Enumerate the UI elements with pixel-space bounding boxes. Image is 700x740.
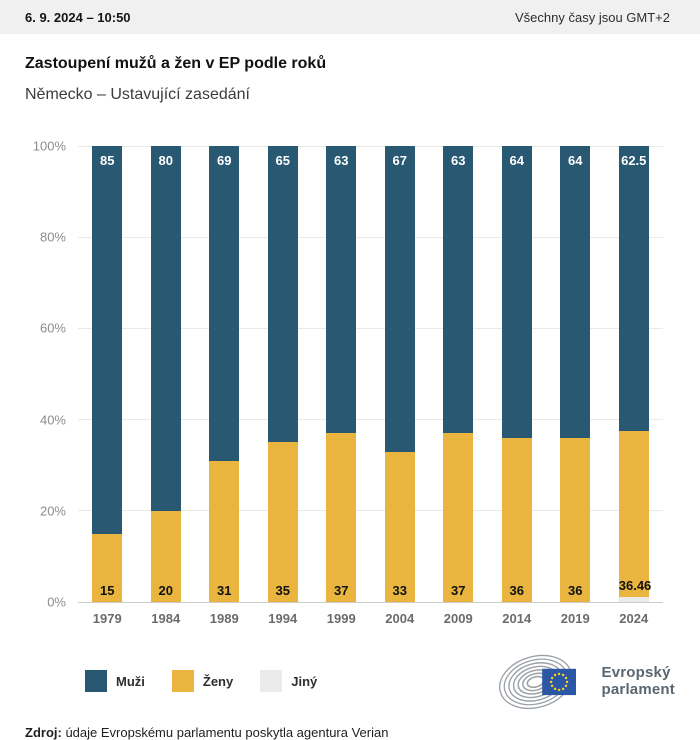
segment-Ženy-1984 (151, 511, 181, 602)
legend-label-muzi: Muži (116, 673, 145, 689)
value-label-Ženy-1984: 20 (158, 582, 173, 598)
stacked-bar-2009 (443, 146, 473, 602)
segment-Muži-1984 (151, 146, 181, 511)
legend-item-zeny (172, 670, 233, 692)
value-label-Ženy-1994: 35 (275, 582, 290, 598)
value-label-Muži-2014: 64 (509, 153, 524, 168)
stacked-bar-2019 (560, 146, 590, 602)
value-label-Ženy-2004: 33 (392, 582, 407, 598)
value-label-Ženy-1989: 31 (217, 582, 232, 598)
segment-Ženy-1989 (209, 461, 239, 602)
value-label-Muži-1984: 80 (158, 153, 173, 168)
x-tick-label-2004: 2004 (385, 611, 415, 626)
x-tick-label-1999: 1999 (326, 611, 356, 626)
page-subtitle: Německo – Ustavující zasedání (25, 86, 250, 103)
bar-slot-1984 (137, 146, 196, 602)
logo-line1: Evropský (601, 664, 671, 681)
segment-Muži-2019 (560, 146, 590, 438)
header-bar (0, 0, 700, 34)
value-label-Muži-2009: 63 (451, 153, 466, 168)
source-label: Zdroj: (25, 725, 62, 740)
legend-swatch-muzi (85, 670, 107, 692)
x-tick-label-1989: 1989 (209, 611, 239, 626)
bar-slot-2024 (605, 146, 664, 602)
stacked-bar-chart (32, 138, 663, 610)
y-tick-label-20: 20% (39, 503, 66, 519)
x-axis-labels (78, 611, 663, 626)
value-label-Muži-2004: 67 (392, 153, 407, 168)
y-tick-label-100: 100% (32, 138, 66, 154)
value-label-Muži-2019: 64 (568, 153, 583, 168)
source-text: údaje Evropskému parlamentu poskytla agentura Verian (61, 725, 389, 740)
bar-slot-1994 (254, 146, 313, 602)
value-label-Ženy-2019: 36 (568, 582, 583, 598)
segment-Ženy-1979 (92, 534, 122, 602)
segment-Muži-2004 (385, 146, 415, 452)
y-tick-label-0: 0% (47, 594, 66, 610)
value-label-Ženy-1999: 37 (334, 582, 349, 598)
ep-hemicycle-icon (497, 650, 593, 712)
value-label-Ženy-1979: 15 (100, 582, 115, 598)
segment-Muži-1979 (92, 146, 122, 534)
stacked-bar-2004 (385, 146, 415, 602)
x-tick-label-2009: 2009 (443, 611, 473, 626)
value-label-Muži-1999: 63 (334, 153, 349, 168)
segment-Ženy-1999 (326, 433, 356, 602)
legend-swatch-zeny (172, 670, 194, 692)
legend-item-jiny (260, 670, 317, 692)
segment-Ženy-2014 (502, 438, 532, 602)
y-tick-label-40: 40% (39, 412, 66, 428)
stacked-bar-2014 (502, 146, 532, 602)
bar-slot-1979 (78, 146, 137, 602)
logo-line2: parlament (601, 681, 675, 698)
segment-Muži-2014 (502, 146, 532, 438)
segment-Muži-1994 (268, 146, 298, 442)
bar-slot-2014 (488, 146, 547, 602)
segment-Ženy-2009 (443, 433, 473, 602)
stacked-bar-1989 (209, 146, 239, 602)
bottom-row (85, 650, 675, 712)
segment-Ženy-1994 (268, 442, 298, 602)
segment-Muži-1999 (326, 146, 356, 433)
segment-Ženy-2004 (385, 452, 415, 602)
bar-slot-2004 (371, 146, 430, 602)
bar-slot-2009 (429, 146, 488, 602)
value-label-Muži-1994: 65 (275, 153, 290, 168)
y-tick-label-80: 80% (39, 229, 66, 245)
x-tick-label-1994: 1994 (268, 611, 298, 626)
value-label-Muži-1979: 85 (100, 153, 115, 168)
european-parliament-logo (497, 650, 676, 712)
value-label-Muži-2024: 62.5 (621, 153, 647, 168)
legend-label-jiny: Jiný (291, 673, 318, 689)
stacked-bar-1984 (151, 146, 181, 602)
legend-label-zeny: Ženy (202, 673, 234, 689)
segment-Muži-1989 (209, 146, 239, 461)
stacked-bar-2024 (618, 146, 652, 602)
x-tick-label-1984: 1984 (151, 611, 181, 626)
y-tick-label-60: 60% (39, 320, 66, 336)
bar-slot-1989 (195, 146, 254, 602)
segment-Jiný-2024 (619, 597, 649, 602)
legend (85, 670, 317, 692)
x-tick-label-2014: 2014 (502, 611, 532, 626)
x-tick-label-2019: 2019 (560, 611, 590, 626)
legend-item-muzi (85, 670, 145, 692)
segment-Ženy-2019 (560, 438, 590, 602)
stacked-bar-1999 (326, 146, 356, 602)
x-tick-label-1979: 1979 (92, 611, 122, 626)
header-datetime: 6. 9. 2024 – 10:50 (25, 9, 131, 25)
bar-slot-1999 (312, 146, 371, 602)
value-label-Muži-1989: 69 (217, 153, 232, 168)
source-note (25, 725, 675, 740)
header-timezone-note: Všechny časy jsou GMT+2 (515, 9, 670, 25)
stacked-bar-1979 (92, 146, 122, 602)
x-tick-label-2024: 2024 (619, 611, 649, 626)
segment-Muži-2024 (619, 146, 649, 431)
value-label-Ženy-2024: 36.46 (618, 578, 652, 594)
logo-text (602, 664, 676, 698)
stacked-bar-1994 (268, 146, 298, 602)
bar-slot-2019 (546, 146, 605, 602)
title-block (25, 55, 675, 104)
value-label-Ženy-2009: 37 (451, 582, 466, 598)
legend-swatch-jiny (260, 670, 282, 692)
plot-area (78, 146, 663, 602)
value-label-Ženy-2014: 36 (509, 582, 524, 598)
segment-Ženy-2024 (618, 431, 652, 597)
page-title: Zastoupení mužů a žen v EP podle roků (25, 55, 327, 72)
segment-Muži-2009 (443, 146, 473, 433)
